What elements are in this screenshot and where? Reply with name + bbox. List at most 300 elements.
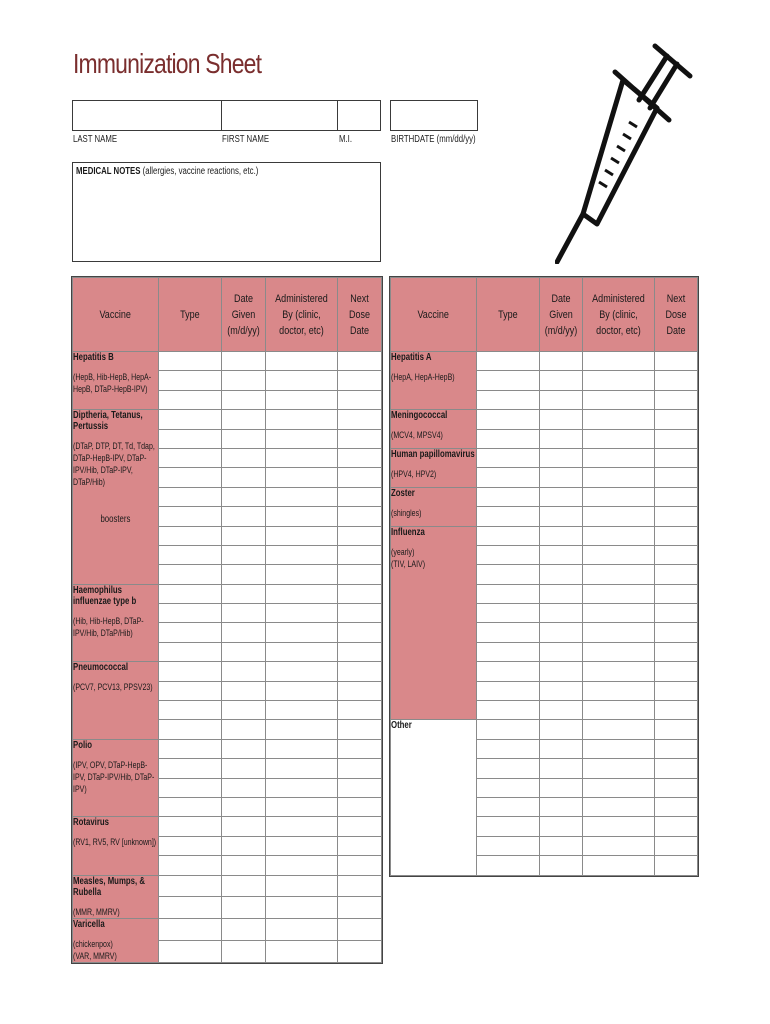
page-title: Immunization Sheet: [73, 48, 262, 79]
type-cell[interactable]: [477, 720, 540, 739]
next-dose-cell[interactable]: [655, 371, 698, 390]
next-dose-cell[interactable]: [655, 759, 698, 778]
administered-by-cell[interactable]: [266, 604, 338, 623]
type-cell[interactable]: [477, 681, 540, 700]
date-given-cell[interactable]: [222, 410, 266, 429]
date-given-cell[interactable]: [540, 371, 583, 390]
next-dose-cell[interactable]: [338, 778, 382, 797]
next-dose-cell[interactable]: [338, 662, 382, 681]
date-given-cell[interactable]: [222, 545, 266, 564]
administered-by-cell[interactable]: [266, 918, 338, 940]
vaccine-cell: [73, 918, 159, 962]
table-row: [73, 817, 382, 836]
next-dose-cell[interactable]: [655, 352, 698, 371]
next-dose-cell[interactable]: [338, 759, 382, 778]
administered-by-cell[interactable]: [266, 487, 338, 506]
date-given-cell[interactable]: [222, 817, 266, 836]
type-cell[interactable]: [159, 681, 222, 700]
type-cell[interactable]: [159, 390, 222, 409]
first-name-field[interactable]: [221, 100, 338, 131]
table-row: [391, 526, 698, 545]
last-name-field[interactable]: [72, 100, 222, 131]
administered-by-cell[interactable]: [266, 759, 338, 778]
table-row: [391, 448, 698, 467]
type-cell[interactable]: [159, 817, 222, 836]
administered-by-cell[interactable]: [583, 701, 655, 720]
administered-by-cell[interactable]: [583, 352, 655, 371]
next-dose-cell[interactable]: [655, 584, 698, 603]
date-given-cell[interactable]: [222, 875, 266, 897]
col-date-given: Date Given (m/d/yy): [540, 278, 583, 352]
next-dose-cell[interactable]: [338, 897, 382, 919]
vaccine-brands: (RV1, RV5, RV [unknown]): [73, 837, 157, 848]
administered-by-cell[interactable]: [266, 817, 338, 836]
date-given-cell[interactable]: [222, 448, 266, 467]
date-given-cell[interactable]: [222, 739, 266, 758]
table-row: [391, 410, 698, 429]
vaccine-cell: [73, 875, 159, 918]
date-given-cell[interactable]: [222, 836, 266, 855]
vaccine-name: Influenza: [391, 526, 425, 538]
type-cell[interactable]: [159, 701, 222, 720]
vaccine-cell: [391, 526, 477, 720]
col-administered-by: Administered By (clinic, doctor, etc): [266, 278, 338, 352]
medical-notes-hint: (allergies, vaccine reactions, etc.): [140, 166, 259, 177]
birthdate-field[interactable]: [390, 100, 478, 131]
administered-by-cell[interactable]: [266, 468, 338, 487]
administered-by-cell[interactable]: [266, 565, 338, 584]
type-cell[interactable]: [159, 940, 222, 962]
type-cell[interactable]: [159, 371, 222, 390]
type-cell[interactable]: [159, 836, 222, 855]
next-dose-cell[interactable]: [338, 448, 382, 467]
administered-by-cell[interactable]: [583, 429, 655, 448]
type-cell[interactable]: [159, 584, 222, 603]
type-cell[interactable]: [159, 720, 222, 739]
type-cell[interactable]: [159, 565, 222, 584]
next-dose-cell[interactable]: [338, 487, 382, 506]
vaccine-cell: [391, 410, 477, 449]
vaccine-cell: [73, 739, 159, 817]
administered-by-cell[interactable]: [266, 681, 338, 700]
next-dose-cell[interactable]: [338, 468, 382, 487]
next-dose-cell[interactable]: [338, 623, 382, 642]
administered-by-cell[interactable]: [583, 856, 655, 875]
date-given-cell[interactable]: [222, 507, 266, 526]
type-cell[interactable]: [159, 507, 222, 526]
date-given-cell[interactable]: [222, 623, 266, 642]
administered-by-cell[interactable]: [583, 759, 655, 778]
vaccine-brands: (DTaP, DTP, DT, Td, Tdap, DTaP-HepB-IPV, DTaP-IPV/Hib, DTaP-IPV, DTaP/Hib): [73, 441, 155, 488]
next-dose-cell[interactable]: [338, 875, 382, 897]
next-dose-cell[interactable]: [655, 604, 698, 623]
type-cell[interactable]: [477, 817, 540, 836]
type-cell[interactable]: [477, 623, 540, 642]
type-cell[interactable]: [477, 565, 540, 584]
administered-by-cell[interactable]: [583, 507, 655, 526]
vaccine-brands: (MMR, MMRV): [73, 906, 120, 917]
type-cell[interactable]: [159, 429, 222, 448]
type-cell[interactable]: [477, 371, 540, 390]
type-cell[interactable]: [477, 352, 540, 371]
vaccine-name: Pneumococcal: [73, 662, 129, 674]
vaccine-brands: (PCV7, PCV13, PPSV23): [73, 682, 153, 693]
next-dose-cell[interactable]: [655, 410, 698, 429]
type-cell[interactable]: [159, 545, 222, 564]
date-given-cell[interactable]: [222, 897, 266, 919]
type-cell[interactable]: [159, 526, 222, 545]
next-dose-cell[interactable]: [655, 681, 698, 700]
date-given-cell[interactable]: [222, 701, 266, 720]
type-cell[interactable]: [159, 759, 222, 778]
type-cell[interactable]: [477, 778, 540, 797]
administered-by-cell[interactable]: [583, 526, 655, 545]
date-given-cell[interactable]: [222, 604, 266, 623]
next-dose-cell[interactable]: [655, 429, 698, 448]
type-cell[interactable]: [159, 410, 222, 429]
date-given-cell[interactable]: [222, 352, 266, 371]
date-given-cell[interactable]: [222, 797, 266, 816]
next-dose-cell[interactable]: [655, 836, 698, 855]
administered-by-cell[interactable]: [583, 623, 655, 642]
vaccine-name: Haemophilus influenzae type b: [73, 584, 137, 607]
administered-by-cell[interactable]: [266, 429, 338, 448]
next-dose-cell[interactable]: [338, 390, 382, 409]
date-given-cell[interactable]: [540, 507, 583, 526]
administered-by-cell[interactable]: [583, 604, 655, 623]
date-given-cell[interactable]: [540, 410, 583, 429]
type-cell[interactable]: [477, 797, 540, 816]
type-cell[interactable]: [477, 584, 540, 603]
vaccine-cell: [391, 352, 477, 410]
administered-by-cell[interactable]: [583, 410, 655, 429]
type-cell[interactable]: [159, 797, 222, 816]
date-given-cell[interactable]: [540, 526, 583, 545]
date-given-cell[interactable]: [222, 918, 266, 940]
vaccine-brands: (HPV4, HPV2): [391, 468, 437, 479]
administered-by-cell[interactable]: [583, 468, 655, 487]
type-cell[interactable]: [477, 448, 540, 467]
vaccine-cell: [391, 720, 477, 875]
administered-by-cell[interactable]: [583, 448, 655, 467]
administered-by-cell[interactable]: [583, 681, 655, 700]
type-cell[interactable]: [159, 468, 222, 487]
type-cell[interactable]: [477, 856, 540, 875]
vaccine-name: Human papillomavirus: [391, 448, 475, 460]
vaccine-cell: [73, 410, 159, 585]
type-cell[interactable]: [477, 468, 540, 487]
vaccine-name: Diptheria, Tetanus, Pertussis: [73, 410, 143, 433]
date-given-cell[interactable]: [540, 836, 583, 855]
table-row: [73, 584, 382, 603]
date-given-cell[interactable]: [540, 623, 583, 642]
administered-by-cell[interactable]: [266, 720, 338, 739]
table-row: [73, 352, 382, 371]
next-dose-cell[interactable]: [655, 526, 698, 545]
date-given-cell[interactable]: [540, 584, 583, 603]
next-dose-cell[interactable]: [338, 565, 382, 584]
next-dose-cell[interactable]: [338, 856, 382, 875]
date-given-cell[interactable]: [222, 856, 266, 875]
next-dose-cell[interactable]: [338, 604, 382, 623]
administered-by-cell[interactable]: [266, 662, 338, 681]
type-cell[interactable]: [159, 487, 222, 506]
type-cell[interactable]: [477, 526, 540, 545]
administered-by-cell[interactable]: [266, 701, 338, 720]
medical-notes-field[interactable]: [72, 162, 381, 262]
type-cell[interactable]: [159, 604, 222, 623]
type-cell[interactable]: [159, 352, 222, 371]
administered-by-cell[interactable]: [583, 836, 655, 855]
date-given-cell[interactable]: [222, 526, 266, 545]
col-administered-by: Administered By (clinic, doctor, etc): [583, 278, 655, 352]
administered-by-cell[interactable]: [266, 584, 338, 603]
vaccine-name: Other: [391, 720, 412, 732]
next-dose-cell[interactable]: [338, 797, 382, 816]
next-dose-cell[interactable]: [338, 371, 382, 390]
next-dose-cell[interactable]: [655, 468, 698, 487]
vaccine-name: Rotavirus: [73, 817, 109, 829]
next-dose-cell[interactable]: [655, 701, 698, 720]
date-given-cell[interactable]: [222, 681, 266, 700]
type-cell[interactable]: [477, 836, 540, 855]
table-row: [73, 918, 382, 940]
next-dose-cell[interactable]: [338, 410, 382, 429]
boosters-label: boosters: [100, 514, 131, 526]
administered-by-cell[interactable]: [266, 836, 338, 855]
date-given-cell[interactable]: [540, 545, 583, 564]
type-cell[interactable]: [477, 507, 540, 526]
vaccine-cell: [73, 662, 159, 740]
administered-by-cell[interactable]: [583, 565, 655, 584]
administered-by-cell[interactable]: [583, 720, 655, 739]
next-dose-cell[interactable]: [338, 642, 382, 661]
type-cell[interactable]: [159, 642, 222, 661]
administered-by-cell[interactable]: [266, 642, 338, 661]
date-given-cell[interactable]: [222, 487, 266, 506]
administered-by-cell[interactable]: [583, 487, 655, 506]
date-given-cell[interactable]: [222, 759, 266, 778]
vaccine-name: Meningococcal: [391, 410, 448, 422]
type-cell[interactable]: [477, 642, 540, 661]
administered-by-cell[interactable]: [266, 545, 338, 564]
next-dose-cell[interactable]: [655, 778, 698, 797]
next-dose-cell[interactable]: [338, 701, 382, 720]
mi-field[interactable]: [337, 100, 381, 131]
type-cell[interactable]: [477, 487, 540, 506]
left-vaccine-table: [72, 277, 382, 963]
administered-by-cell[interactable]: [266, 897, 338, 919]
next-dose-cell[interactable]: [655, 642, 698, 661]
type-cell[interactable]: [159, 623, 222, 642]
vaccine-brands: (MCV4, MPSV4): [391, 430, 443, 441]
date-given-cell[interactable]: [540, 720, 583, 739]
administered-by-cell[interactable]: [266, 410, 338, 429]
administered-by-cell[interactable]: [266, 623, 338, 642]
administered-by-cell[interactable]: [583, 662, 655, 681]
type-cell[interactable]: [159, 875, 222, 897]
next-dose-cell[interactable]: [655, 507, 698, 526]
next-dose-cell[interactable]: [338, 584, 382, 603]
administered-by-cell[interactable]: [583, 817, 655, 836]
col-next-dose: Next Dose Date: [655, 278, 698, 352]
date-given-cell[interactable]: [222, 720, 266, 739]
vaccine-brands: (chickenpox): [73, 938, 113, 949]
date-given-cell[interactable]: [540, 759, 583, 778]
vaccine-brands: (yearly): [391, 546, 415, 557]
type-cell[interactable]: [159, 448, 222, 467]
next-dose-cell[interactable]: [338, 720, 382, 739]
next-dose-cell[interactable]: [655, 817, 698, 836]
date-given-cell[interactable]: [540, 390, 583, 409]
vaccine-cell: [391, 487, 477, 526]
administered-by-cell[interactable]: [266, 875, 338, 897]
date-given-cell[interactable]: [540, 448, 583, 467]
next-dose-cell[interactable]: [338, 836, 382, 855]
type-cell[interactable]: [159, 856, 222, 875]
type-cell[interactable]: [477, 739, 540, 758]
date-given-cell[interactable]: [540, 565, 583, 584]
date-given-cell[interactable]: [222, 468, 266, 487]
date-given-cell[interactable]: [540, 468, 583, 487]
date-given-cell[interactable]: [222, 642, 266, 661]
type-cell[interactable]: [477, 604, 540, 623]
administered-by-cell[interactable]: [266, 352, 338, 371]
administered-by-cell[interactable]: [583, 797, 655, 816]
type-cell[interactable]: [477, 701, 540, 720]
date-given-cell[interactable]: [540, 778, 583, 797]
next-dose-cell[interactable]: [655, 565, 698, 584]
next-dose-cell[interactable]: [655, 739, 698, 758]
date-given-cell[interactable]: [540, 701, 583, 720]
next-dose-cell[interactable]: [338, 739, 382, 758]
vaccine-name: Varicella: [73, 918, 105, 930]
date-given-cell[interactable]: [222, 662, 266, 681]
vaccine-name: Hepatitis A: [391, 352, 432, 363]
vaccine-name: Polio: [73, 739, 93, 751]
administered-by-cell[interactable]: [583, 739, 655, 758]
date-given-cell[interactable]: [540, 681, 583, 700]
administered-by-cell[interactable]: [266, 390, 338, 409]
table-row: [391, 487, 698, 506]
date-given-cell[interactable]: [222, 778, 266, 797]
type-cell[interactable]: [477, 390, 540, 409]
administered-by-cell[interactable]: [583, 584, 655, 603]
date-given-cell[interactable]: [540, 642, 583, 661]
type-cell[interactable]: [477, 759, 540, 778]
first-name-label: FIRST NAME: [222, 134, 270, 145]
birthdate-label: BIRTHDATE (mm/dd/yy): [391, 134, 476, 145]
next-dose-cell[interactable]: [655, 856, 698, 875]
type-cell[interactable]: [159, 918, 222, 940]
date-given-cell[interactable]: [222, 390, 266, 409]
type-cell[interactable]: [477, 662, 540, 681]
vaccine-name: Hepatitis B: [73, 352, 114, 363]
vaccine-cell: [391, 448, 477, 487]
administered-by-cell[interactable]: [583, 371, 655, 390]
date-given-cell[interactable]: [540, 487, 583, 506]
administered-by-cell[interactable]: [266, 507, 338, 526]
type-cell[interactable]: [477, 429, 540, 448]
next-dose-cell[interactable]: [338, 352, 382, 371]
next-dose-cell[interactable]: [655, 662, 698, 681]
vaccine-brands-secondary: (VAR, MMRV): [73, 950, 117, 961]
date-given-cell[interactable]: [540, 604, 583, 623]
administered-by-cell[interactable]: [266, 797, 338, 816]
type-cell[interactable]: [159, 778, 222, 797]
vaccine-cell: [73, 817, 159, 875]
vaccine-cell: [73, 584, 159, 662]
date-given-cell[interactable]: [222, 565, 266, 584]
administered-by-cell[interactable]: [583, 545, 655, 564]
type-cell[interactable]: [477, 545, 540, 564]
next-dose-cell[interactable]: [338, 940, 382, 962]
administered-by-cell[interactable]: [266, 371, 338, 390]
administered-by-cell[interactable]: [266, 778, 338, 797]
administered-by-cell[interactable]: [583, 778, 655, 797]
date-given-cell[interactable]: [540, 352, 583, 371]
administered-by-cell[interactable]: [583, 642, 655, 661]
col-type: Type: [477, 278, 540, 352]
date-given-cell[interactable]: [540, 817, 583, 836]
date-given-cell[interactable]: [222, 371, 266, 390]
next-dose-cell[interactable]: [338, 429, 382, 448]
next-dose-cell[interactable]: [655, 545, 698, 564]
date-given-cell[interactable]: [540, 856, 583, 875]
next-dose-cell[interactable]: [655, 390, 698, 409]
next-dose-cell[interactable]: [338, 526, 382, 545]
date-given-cell[interactable]: [540, 429, 583, 448]
col-next-dose: Next Dose Date: [338, 278, 382, 352]
next-dose-cell[interactable]: [338, 507, 382, 526]
administered-by-cell[interactable]: [266, 526, 338, 545]
date-given-cell[interactable]: [222, 429, 266, 448]
date-given-cell[interactable]: [222, 940, 266, 962]
date-given-cell[interactable]: [540, 739, 583, 758]
type-cell[interactable]: [159, 739, 222, 758]
next-dose-cell[interactable]: [655, 797, 698, 816]
table-row: [73, 875, 382, 897]
mi-label: M.I.: [339, 134, 353, 145]
administered-by-cell[interactable]: [266, 940, 338, 962]
type-cell[interactable]: [477, 410, 540, 429]
vaccine-brands: (Hib, Hib-HepB, DTaP-IPV/Hib, DTaP/Hib): [73, 615, 144, 638]
administered-by-cell[interactable]: [583, 390, 655, 409]
administered-by-cell[interactable]: [266, 856, 338, 875]
next-dose-cell[interactable]: [338, 918, 382, 940]
right-vaccine-table: [390, 277, 698, 876]
table-row: [73, 662, 382, 681]
type-cell[interactable]: [159, 662, 222, 681]
last-name-label: LAST NAME: [73, 134, 118, 145]
date-given-cell[interactable]: [540, 662, 583, 681]
administered-by-cell[interactable]: [266, 739, 338, 758]
next-dose-cell[interactable]: [338, 681, 382, 700]
next-dose-cell[interactable]: [338, 545, 382, 564]
next-dose-cell[interactable]: [655, 720, 698, 739]
type-cell[interactable]: [159, 897, 222, 919]
col-date-given: Date Given (m/d/yy): [222, 278, 266, 352]
next-dose-cell[interactable]: [338, 817, 382, 836]
next-dose-cell[interactable]: [655, 487, 698, 506]
date-given-cell[interactable]: [540, 797, 583, 816]
administered-by-cell[interactable]: [266, 448, 338, 467]
next-dose-cell[interactable]: [655, 448, 698, 467]
next-dose-cell[interactable]: [655, 623, 698, 642]
date-given-cell[interactable]: [222, 584, 266, 603]
col-type: Type: [159, 278, 222, 352]
vaccine-brands: (HepA, HepA-HepB): [391, 372, 455, 382]
